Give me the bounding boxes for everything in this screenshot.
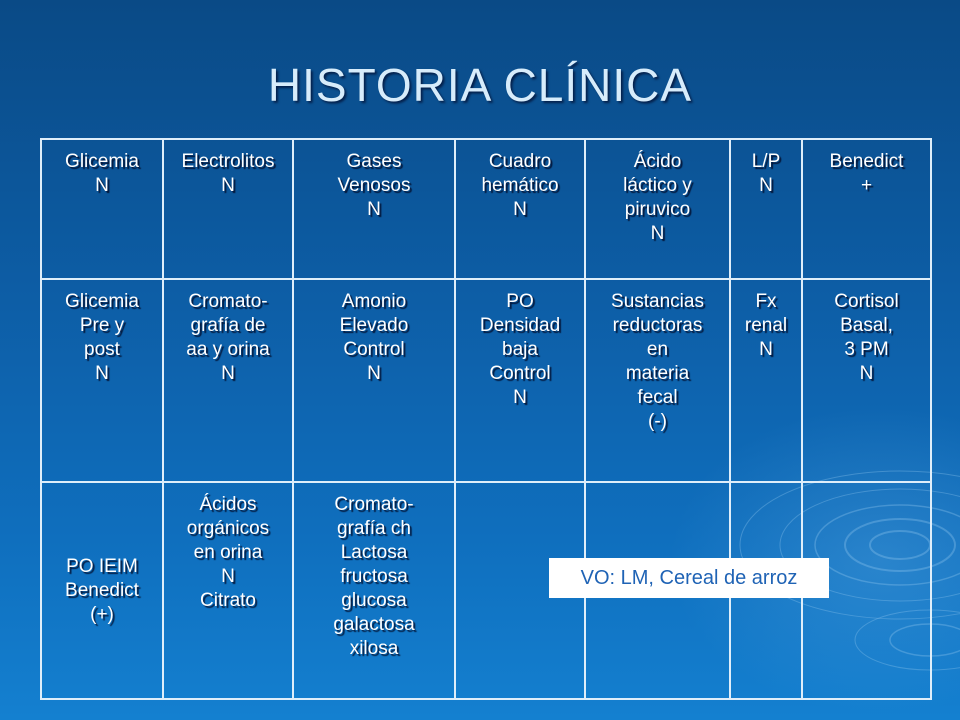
table-cell: Cortisol Basal, 3 PM N [802, 279, 931, 482]
table-row [41, 139, 931, 279]
table-cell: Amonio Elevado Control N [293, 279, 455, 482]
diet-note-box: VO: LM, Cereal de arroz [549, 558, 829, 598]
table-cell: Gases Venosos N [293, 139, 455, 279]
table-row [41, 279, 931, 482]
page-title: HISTORIA CLÍNICA [267, 59, 693, 111]
table-cell: Glicemia Pre y post N [41, 279, 163, 482]
table-cell: Ácido láctico y piruvico N [585, 139, 730, 279]
table-cell: Benedict + [802, 139, 931, 279]
clinical-history-table [40, 138, 932, 700]
table-cell: Cuadro hemático N [455, 139, 585, 279]
table-cell: Ácidos orgánicos en orina N Citrato [163, 482, 293, 699]
table-cell: PO IEIM Benedict (+) [41, 482, 163, 699]
table-cell: Fx renal N [730, 279, 802, 482]
table-cell: Cromato- grafía de aa y orina N [163, 279, 293, 482]
table-cell: Cromato- grafía ch Lactosa fructosa glucosa galactosa xilosa [293, 482, 455, 699]
table-cell: Electrolitos N [163, 139, 293, 279]
table-cell: PO Densidad baja Control N [455, 279, 585, 482]
table-cell: Glicemia N [41, 139, 163, 279]
table-cell: L/P N [730, 139, 802, 279]
table-cell: Sustancias reductoras en materia fecal (-) [585, 279, 730, 482]
